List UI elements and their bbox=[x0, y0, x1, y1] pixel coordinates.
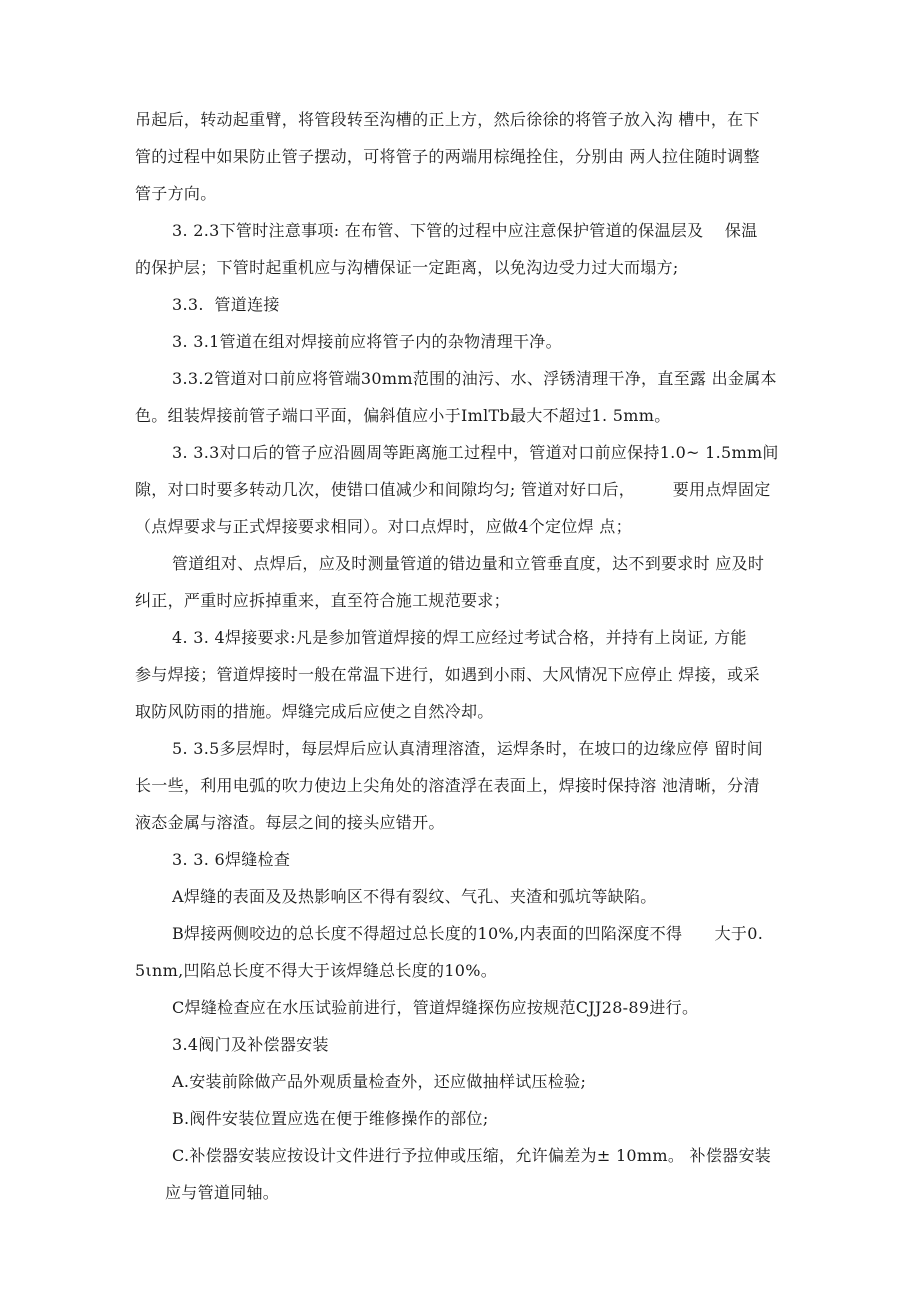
text-line: 管道组对、点焊后，应及时测量管道的错边量和立管垂直度，达不到要求时 应及时 bbox=[172, 554, 765, 573]
section-heading: 3.4阀门及补偿器安装 bbox=[172, 1035, 329, 1054]
text-line: （点焊要求与正式焊接要求相同）。对口点焊时，应做4个定位焊 点； bbox=[135, 517, 632, 536]
text-line: 色。组装焊接前管子端口平面，偏斜值应小于ImlTb最大不超过1. 5mm。 bbox=[135, 406, 671, 425]
text-line: 取防风防雨的措施。焊缝完成后应使之自然冷却。 bbox=[135, 702, 494, 721]
text-line: 4. 3. 4焊接要求:凡是参加管道焊接的焊工应经过考试合格，并持有上岗证, 方能 bbox=[172, 628, 747, 647]
text-line: A焊缝的表面及及热影响区不得有裂纹、气孔、夹渣和弧坑等缺陷。 bbox=[172, 887, 657, 906]
text-line: 吊起后，转动起重臂，将管段转至沟槽的正上方，然后徐徐的将管子放入沟 槽中，在下 bbox=[135, 110, 760, 129]
text-line: 长一些，利用电弧的吹力使边上尖角处的溶渣浮在表面上，焊接时保持溶 池清晰，分清 bbox=[135, 776, 760, 795]
text-line: 管子方向。 bbox=[135, 184, 217, 203]
text-line: 管的过程中如果防止管子摆动，可将管子的两端用棕绳拴住，分别由 两人拉住随时调整 bbox=[135, 147, 760, 166]
text-line: C.补偿器安装应按设计文件进行予拉伸或压缩，允许偏差为± 10mm。 补偿器安装 bbox=[172, 1146, 772, 1165]
text-line: 5. 3.5多层焊时，每层焊后应认真清理溶渣，运焊条时，在坡口的边缘应停 留时间 bbox=[172, 739, 763, 758]
text-line: C焊缝检查应在水压试验前进行，管道焊缝探伤应按规范CJJ28-89进行。 bbox=[172, 998, 699, 1017]
text-line: 纠正，严重时应拆掉重来，直至符合施工规范要求； bbox=[135, 591, 510, 610]
text-line: B焊接两侧咬边的总长度不得超过总长度的10%,内表面的凹陷深度不得 大于0. bbox=[172, 924, 764, 943]
section-heading: 3. 3. 6焊缝检查 bbox=[172, 850, 291, 869]
text-line: 5ιnm,凹陷总长度不得大于该焊缝总长度的10%。 bbox=[135, 961, 498, 980]
text-line: 3. 3.1管道在组对焊接前应将管子内的杂物清理干净。 bbox=[172, 332, 562, 351]
text-line: 液态金属与溶渣。每层之间的接头应错开。 bbox=[135, 813, 445, 832]
text-line: 的保护层；下管时起重机应与沟槽保证一定距离，以免沟边受力过大而塌方; bbox=[135, 258, 679, 277]
text-line: B.阀件安装位置应选在便于维修操作的部位; bbox=[172, 1109, 489, 1128]
section-heading: 3.3. 管道连接 bbox=[172, 295, 280, 314]
text-line: 应与管道同轴。 bbox=[165, 1183, 280, 1202]
text-line: A.安装前除做产品外观质量检查外，还应做抽样试压检验; bbox=[172, 1072, 587, 1091]
text-line: 3. 3.3对口后的管子应沿圆周等距离施工过程中，管道对口前应保持1.0~ 1.5mm间 bbox=[172, 443, 779, 462]
text-line: 参与焊接；管道焊接时一般在常温下进行，如遇到小雨、大风情况下应停止 焊接，或采 bbox=[135, 665, 760, 684]
text-line: 3. 2.3下管时注意事项: 在布管、下管的过程中应注意保护管道的保温层及 保温 bbox=[172, 221, 758, 240]
text-line: 隙，对口时要多转动几次，使错口值减少和间隙均匀; 管道对好口后， 要用点焊固定 bbox=[135, 480, 771, 499]
text-line: 3.3.2管道对口前应将管端30mm范围的油污、水、浮锈清理干净，直至露 出金属本 bbox=[172, 369, 777, 388]
